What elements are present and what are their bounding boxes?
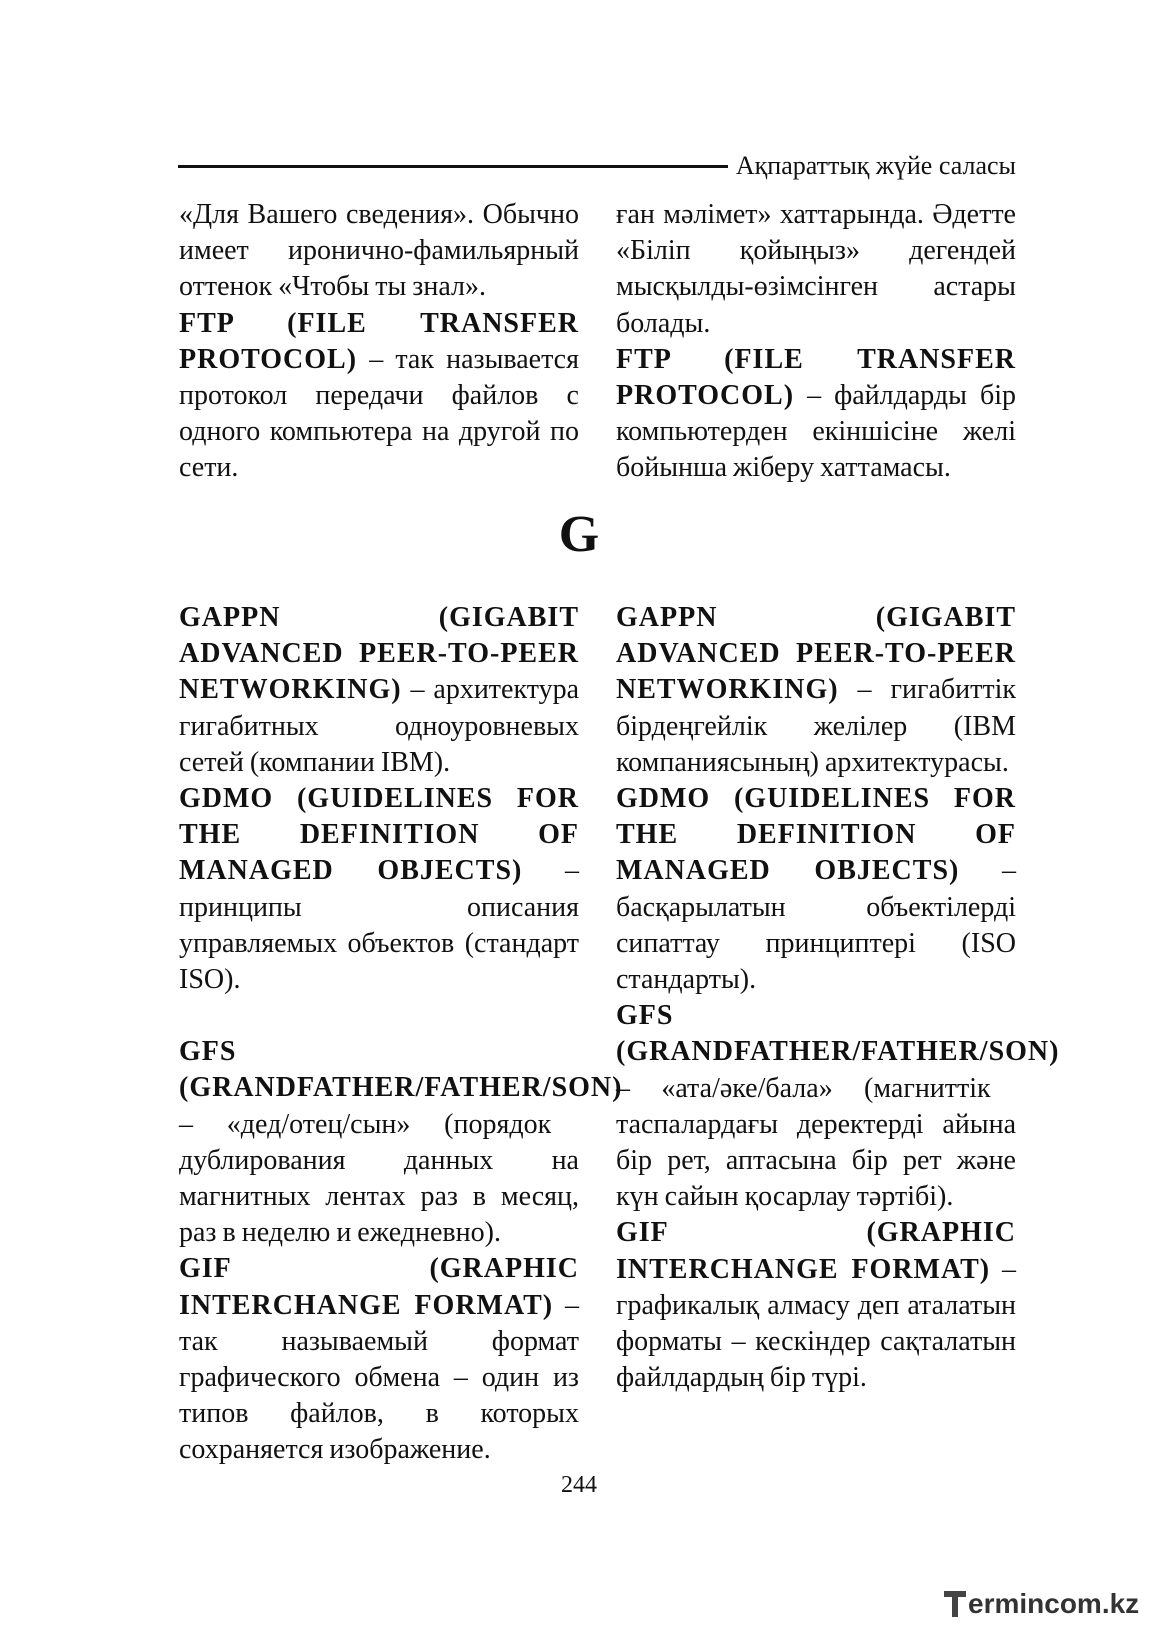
entry-term: GDMO (GUIDELINES FOR THE DEFINITION OF MANAGED OBJECTS) [179,783,579,887]
entry [179,306,579,487]
entry-definition: – архитектура гигабитных одноуровневых сетей (компании IBM). [179,674,579,778]
entry-definition: – так называется протокол передачи файлов с одного компьютера на другой по сети. [179,343,579,484]
entry [179,1251,579,1468]
bottom-right-column [616,600,1060,1396]
entry-definition: – «дед/отец/сын» (порядок дублирования данных на магнитных лентах раз в месяц, раз в неделю и ежедневно). [179,1108,579,1249]
entry [616,781,1016,998]
entry-term: GFS (GRANDFATHER/FATHER/SON) [616,1000,1060,1068]
entry [616,342,1016,487]
entry-term: GIF (GRAPHIC INTERCHANGE FORMAT) [179,1253,579,1321]
top-left-column [179,197,579,487]
entry-term: FTP (FILE TRANSFER PROTOCOL) [616,343,1016,412]
entry [179,600,579,781]
entry-definition: – файлдарды бір компьютерден екіншісіне желі бойынша жіберу хаттамасы. [616,380,1016,484]
entry-term: FTP (FILE TRANSFER PROTOCOL) [179,307,579,375]
entry-definition: – графикалық алмасу деп аталатын форматы – кескіндер сақталатын файлдардың бір түрі. [616,1253,1017,1394]
entry [179,1034,623,1251]
entry-term: GAPPN (GIGABIT ADVANCED PEER-TO-PEER NETWORKING) [179,602,579,706]
entry [616,1215,1016,1396]
entry-definition: – гигабиттік бірдеңгейлік желілер (IBM компаниясының) архитектурасы. [616,674,1016,778]
entry-term: GIF (GRAPHIC INTERCHANGE FORMAT) [616,1217,1016,1285]
header-title: Ақпараттық жүйе саласы [735,151,1016,180]
spacer [179,998,579,1034]
section-letter: G [558,506,600,563]
entry-term: GDMO (GUIDELINES FOR THE DEFINITION OF MANAGED OBJECTS) [616,783,1016,887]
entry [616,600,1016,781]
entry [616,998,1060,1215]
entry-definition: – «ата/әке/бала» (магниттік таспалардағы деректерді айына бір рет, аптасына бір рет және күн сайын қосарлау тәртібі). [616,1072,1016,1213]
bottom-left-column [179,600,623,1469]
header-rule [178,165,728,168]
entry [179,781,579,998]
entry-term: GAPPN (GIGABIT ADVANCED PEER-TO-PEER NETWORKING) [616,602,1016,706]
running-header [178,148,1016,184]
entry-definition: – так называемый формат графического обмена – один из типов файлов, в которых сохраняется изображение. [179,1289,580,1466]
entry-definition: – басқарылатын объектілерді сипаттау принциптері (ISO стандарты). [616,855,1016,996]
continued-text: «Для Вашего сведения». Обычно имеет иронично-фамильярный оттенок «Чтобы ты знал». [179,199,579,303]
continued-text: ған мәлімет» хаттарында. Әдетте «Біліп қойыңыз» дегендей мысқылды-өзімсінген астары болады. [616,199,1016,339]
entry-term: GFS (GRANDFATHER/FATHER/SON) [179,1036,623,1104]
logo-t-mark-icon [944,1591,966,1617]
watermark-logo [944,1588,1139,1620]
watermark-text: ermincom.kz [968,1588,1140,1619]
top-right-column [616,197,1016,487]
entry-definition: – принципы описания управляемых объектов (стандарт ISO). [179,855,579,996]
page-number: 244 [561,1472,597,1498]
